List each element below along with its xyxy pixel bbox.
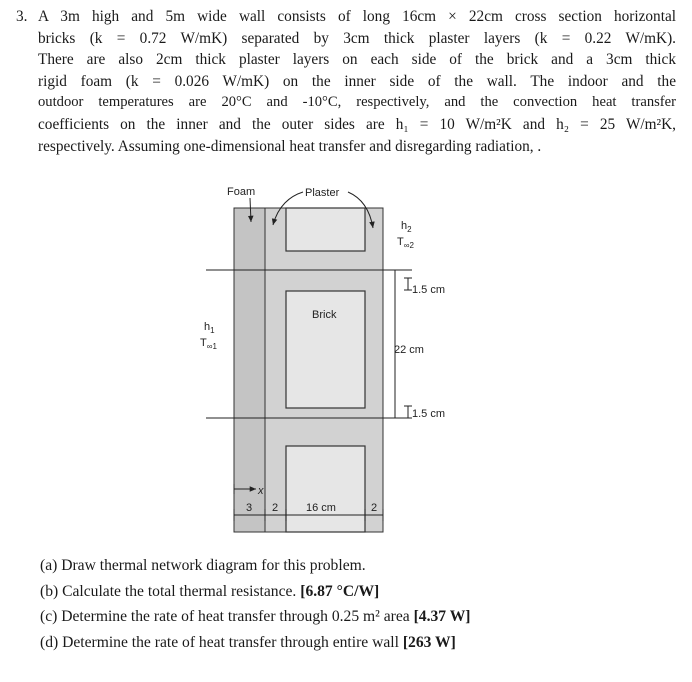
problem-line: bricks (k = 0.72 W/mK) separated by 3cm thick plaster layers (k = 0.22 W/mK). xyxy=(38,29,676,47)
foam-layer xyxy=(234,208,265,532)
dim-brick-label: 16 cm xyxy=(306,502,336,514)
brick-bottom xyxy=(286,446,365,532)
question-text: Determine the rate of heat transfer through entire wall xyxy=(62,633,399,651)
question-c xyxy=(40,604,470,630)
dim-middle-label: 22 cm xyxy=(394,344,424,356)
brick-top xyxy=(286,208,365,251)
dim-plaster-right-label: 2 xyxy=(371,502,378,514)
h1-label: $h_1$ xyxy=(204,321,215,335)
tinf1-label: $T_{\infty 1}$ xyxy=(200,337,217,351)
question-label: (a) xyxy=(40,557,58,574)
question-answer: [263 W] xyxy=(402,633,456,651)
dim-foam-label: 3 xyxy=(246,502,253,514)
dim-plaster-left-label: 2 xyxy=(272,502,279,514)
brick-label: Brick xyxy=(312,309,337,321)
dim-bottom-label: 1.5 cm xyxy=(412,408,446,420)
problem-line: rigid foam (k = 0.026 W/mK) on the inner side of the wall. The indoor and the xyxy=(38,72,676,90)
question-list xyxy=(40,553,470,655)
question-answer: [6.87 °C/W] xyxy=(300,582,380,600)
problem-line: A 3m high and 5m wide wall consists of long 16cm × 22cm cross section horizontal xyxy=(38,8,676,25)
problem-number: 3. xyxy=(16,8,28,25)
question-label: (c) xyxy=(40,608,58,625)
tinf2-label: $T_{\infty 2}$ xyxy=(397,236,414,250)
h2-label: $h_2$ xyxy=(401,220,412,234)
plaster-label: Plaster xyxy=(305,187,340,199)
x-axis-label: x xyxy=(258,485,264,497)
question-text: Calculate the total thermal resistance. xyxy=(62,582,297,600)
problem-line: respectively. Assuming one-dimensional heat transfer and disregarding radiation, . xyxy=(38,137,542,155)
question-text: Determine the rate of heat transfer through 0.25 m² area xyxy=(61,608,410,625)
problem-line: coefficients on the inner and the outer sides are h₁ = 10 W/m²K and h₂ = 25 W/m²K, xyxy=(38,115,676,133)
question-a xyxy=(40,553,470,579)
question-label: (d) xyxy=(40,633,59,651)
question-text: Draw thermal network diagram for this problem. xyxy=(61,557,366,574)
question-label: (b) xyxy=(40,582,59,600)
question-b xyxy=(40,579,470,605)
foam-label: Foam xyxy=(227,186,256,198)
problem-line: outdoor temperatures are 20°C and -10°C, respectively, and the convection heat transfer xyxy=(38,94,676,111)
question-d xyxy=(40,630,470,656)
question-answer: [4.37 W] xyxy=(413,608,471,625)
problem-line: There are also 2cm thick plaster layers on each side of the brick and a 3cm thick xyxy=(38,51,676,69)
dim-top-label: 1.5 cm xyxy=(412,284,446,296)
